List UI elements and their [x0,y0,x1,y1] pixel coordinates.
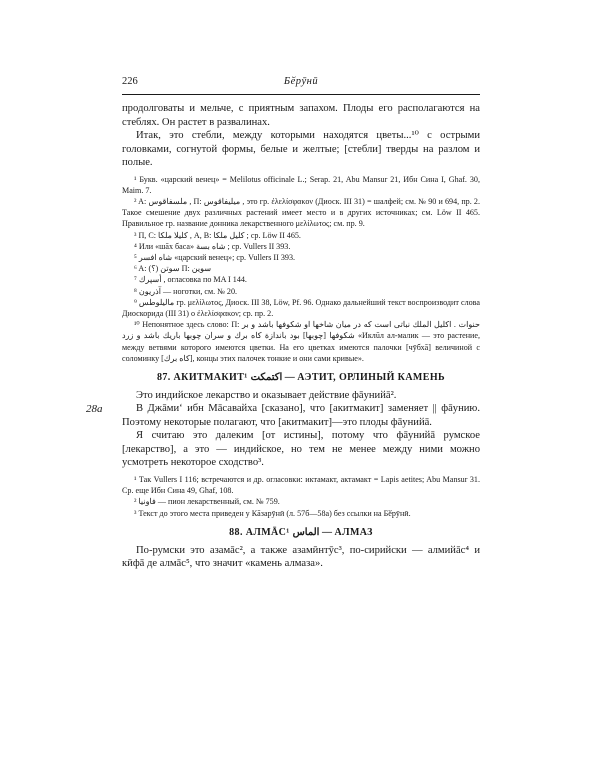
running-title: Бӗрӯнӣ [283,76,319,87]
paragraph: Итак, это стебли, между которыми находятся цветы...¹⁰ с острыми головками, согнутой формы, белые и желтые; [стебли] тверды на разлом и полые. [122,130,480,168]
page-header [122,76,480,92]
paragraph: По-румски это азамāс², а также азамӣнтӯс³, по-сирийски — алмийāс⁴ и кӣфā де алмāс⁵, что значит «камень алмаза». [122,544,480,570]
section-heading: 87. АКИТМАКИТ¹ اكتمكت — АЭТИТ, ОРЛИНЫЙ КАМЕНЬ [156,371,446,383]
section-87-body [86,389,480,470]
page-number: 226 [122,76,138,87]
footnote: ¹ Букв. «царский венец» = Melilotus officinale L.; Serap. 21, Abu Mansur 21, Ибн Сина I, Ghaf. 30, Maim. 7. [122,174,480,195]
footnote: ³ П, С: كليلا ملكا , A, B: كليل ملكا ; ср. Löw II 465. [134,230,301,240]
paragraph: продолговаты и мельче, с приятным запахом. Плоды его располагаются на стеблях. Он растет в развалинах. [122,103,480,128]
footnote: ⁶ A: (؟) سوتن П: سوين [134,264,212,274]
footnotes-section-87 [122,474,480,519]
section-heading: 88. АЛМĀС¹ الماس — АЛМАЗ [229,526,373,538]
footnote: ⁴ Или «шāх баса» شاه بسة ; ср. Vullers II 393. [134,241,291,251]
footnote: ⁸ آذريون — ноготки, см. № 20. [134,286,238,296]
book-page [86,76,481,571]
paragraph: Я считаю это далеким [от истины], потому что фāунийā румское [лекарство], а это — индийское, но тем не менее между ними можно усмотреть некоторое сходство³. [122,430,480,469]
margin-folio-note: 28а [86,402,103,415]
footnote: ² A: ملسفاقوس , П: ميليفاقوس , это гр. ἐλελίσφακον (Диоск. III 31) = шалфей; см. № 90 и 694, пр. 2. Такое смешение двух различных растений имеет место и в других источниках; см. Löw II 465. Правильное гр. название донника лекарственного μελίλωτος; см. пр. 9. [122,196,481,229]
footnote: ² فاونيا — пион лекарственный, см. № 759. [134,497,280,507]
footnote: ¹ Так Vullers I 116; встречаются и др. огласовки: иктамакт, актамакт = Lapis aetites; Abu Mansur 31. Ср. еще Ибн Сина 49, Ghaf, 108. [122,474,480,496]
footnote: ⁵ شاه افسر «царский венец»; ср. Vullers II 393. [134,252,296,262]
footnotes-section-86 [122,174,480,364]
paragraph: В Джāмиʻ ибн Мāсавайха [сказано], что [акитмакит] заменяет || фāунию. Поэтому некоторые полагают, что [акитмакит]—это плоды фāунийā. [122,403,480,428]
footnote: ⁹ ماليلوطس гр. μελίλωτος, Диоск. III 38, Löw, Pf. 96. Однако дальнейший текст воспроизводит слова Диоскорида (III 31) о ἐλελίσφακον; ср. пр. 2. [122,297,480,318]
footnote: ⁷ أسپرك , огласовка по MA I 144. [134,275,247,285]
footnote: ¹⁰ Непонятное здесь слово: П: حنوات . اكليل الملك نباتی است كه در ميان شاخها او شكوفها باشد و بر شكوفها [چوبها] بود باندازة كاه برك و سران چوبها باريك باشد و زرد «Иклūл ал-малик — это растение, между ветвями которого имеются цветки. На его цветках имеются палочки [чӯбхā] величиной с соломинку [كاه برك], концы этих палочек тонкие и они сами кривые». [122,320,481,363]
paragraph: Это индийское лекарство и оказывает действие фāунийā². [136,389,397,401]
footnote: ³ Текст до этого места приведен у Кāзарӯнӣ (л. 57б—58а) без ссылки на Бӗрӯнӣ. [134,508,411,518]
